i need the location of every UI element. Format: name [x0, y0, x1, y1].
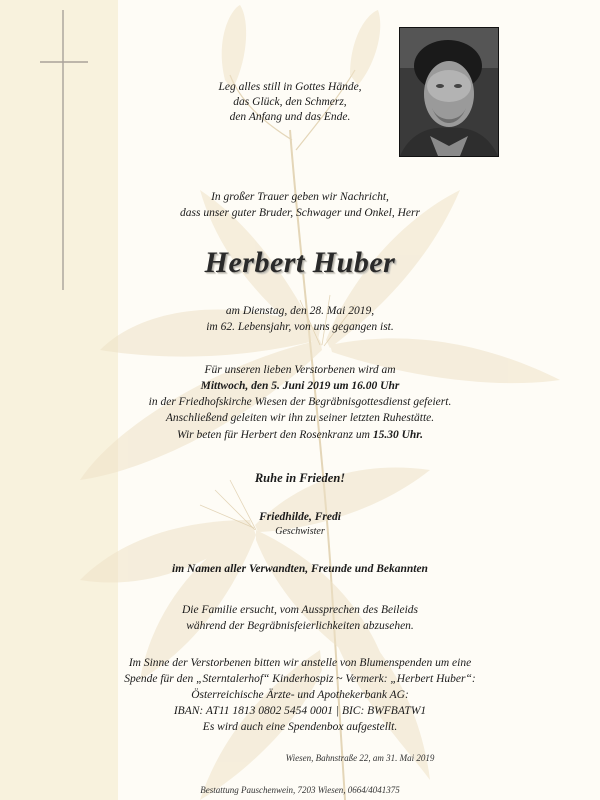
condolences-line: Die Familie ersucht, vom Aussprechen des Beileids: [181, 604, 418, 616]
donation-request: [0, 655, 600, 735]
verse-line: Leg alles still in Gottes Hände,: [218, 81, 362, 93]
verse-line: das Glück, den Schmerz,: [233, 96, 347, 108]
family-names: Friedhilde, Fredi: [259, 511, 341, 523]
death-line: im 62. Lebensjahr, von uns gegangen ist.: [206, 321, 394, 333]
place-and-date: Wiesen, Bahnstraße 22, am 31. Mai 2019: [285, 753, 435, 763]
donation-line: Spende für den „Sterntalerhof“ Kinderhospiz ~ Vermerk: „Herbert Huber“:: [124, 673, 476, 685]
intro-line: dass unser guter Bruder, Schwager und Onkel, Herr: [180, 207, 420, 219]
funeral-home: Bestattung Pauschenwein, 7203 Wiesen, 0664/4041375: [200, 785, 400, 795]
death-line: am Dienstag, den 28. Mai 2019,: [225, 305, 375, 317]
deceased-name: Herbert Huber: [204, 246, 396, 279]
memorial-verse: [190, 80, 390, 125]
family-relation: Geschwister: [275, 526, 325, 537]
donation-line: IBAN: AT11 1813 0802 5454 0001 | BIC: BWFBATW1: [173, 705, 427, 717]
portrait-photo: [399, 27, 499, 157]
rosary-line: [0, 427, 600, 443]
funeral-line: Anschließend geleiten wir ihn zu seiner letzten Ruhestätte.: [165, 412, 435, 424]
funeral-line: in der Friedhofskirche Wiesen der Begräbnisgottesdienst gefeiert.: [148, 396, 452, 408]
rosary-text: Wir beten für Herbert den Rosenkranz um: [177, 429, 370, 441]
condolences-note: [0, 602, 600, 634]
donation-line: Im Sinne der Verstorbenen bitten wir anstelle von Blumenspenden um eine: [128, 657, 472, 669]
condolences-line: während der Begräbnisfeierlichkeiten abzusehen.: [186, 620, 414, 632]
funeral-line: Für unseren lieben Verstorbenen wird am: [204, 364, 396, 376]
intro-line: In großer Trauer geben wir Nachricht,: [211, 191, 389, 203]
rest-in-peace: Ruhe in Frieden!: [254, 471, 346, 485]
verse-line: den Anfang und das Ende.: [229, 111, 351, 123]
funeral-datetime: Mittwoch, den 5. Juni 2019 um 16.00 Uhr: [200, 380, 400, 392]
donation-line: Österreichische Ärzte- und Apothekerbank AG:: [191, 689, 409, 701]
death-date: [0, 303, 600, 335]
announcement-intro: [0, 189, 600, 221]
donation-line: Es wird auch eine Spendenbox aufgestellt.: [202, 721, 398, 733]
funeral-details: [0, 362, 600, 426]
relatives-line: im Namen aller Verwandten, Freunde und Bekannten: [172, 563, 428, 575]
rosary-time: 15.30 Uhr.: [372, 429, 423, 441]
